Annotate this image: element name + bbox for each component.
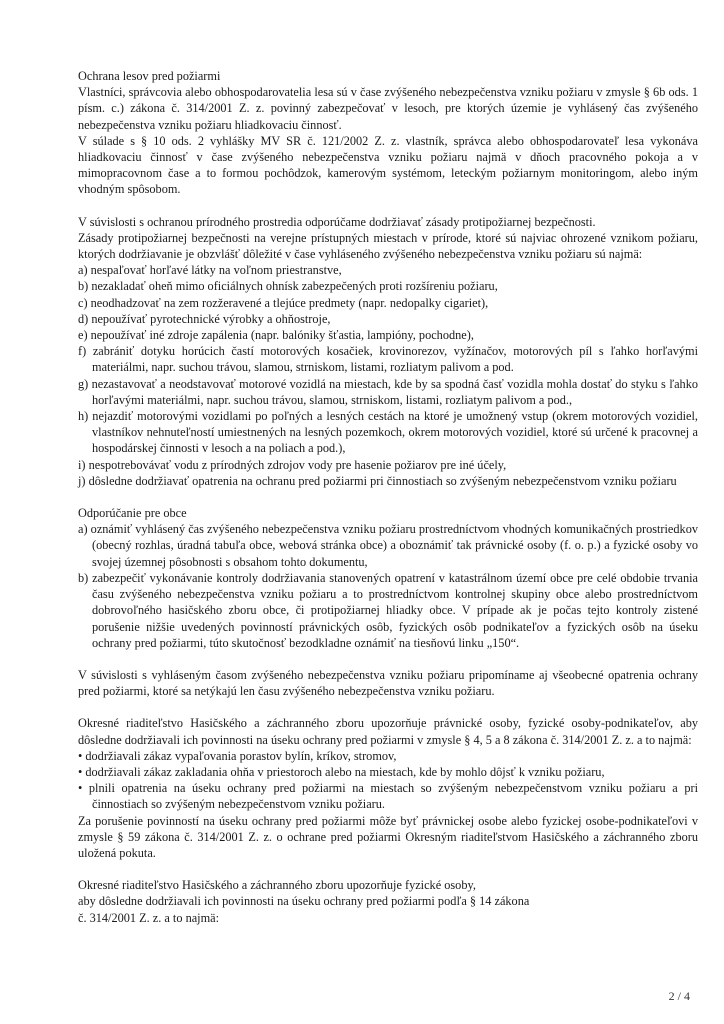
paragraph-general-measures: V súvislosti s vyhláseným časom zvýšeného nebezpečenstva vzniku požiaru pripomíname aj všeobecné opatrenia ochrany pred požiarmi, ktoré sa netýkajú len času zvýšeného nebezpečenstva vzniku požiaru. (78, 667, 698, 699)
list-item: • plnili opatrenia na úseku ochrany pred požiarmi na miestach so zvýšeným nebezpečenstvom vzniku požiaru a pri činnostiach so zvýšeným nebezpečenstvom vzniku požiaru. (78, 781, 698, 812)
paragraph-legal-entities-notice: Okresné riaditeľstvo Hasičského a záchranného zboru upozorňuje právnické osoby, fyzické osoby-podnikateľov, aby dôsledne dodržiavali ich povinnosti na úseku ochrany pred požiarmi v zmysle § 4, 5 a 8 zákona č. 314/2001 Z. z. a to najmä: (78, 716, 698, 747)
list-item: h) nejazdiť motorovými vozidlami po poľných a lesných cestách na ktoré je umožnený vstup (okrem motorových vozidiel, vlastníkov nehnuteľností umiestnených na lesných pozemkoch, okrem motorových vozidiel, ktoré sú určené k pracovnej a hospodárskej činnosti v lesoch a na poliach a pod.), (78, 409, 698, 456)
fire-safety-rules-list (78, 262, 698, 489)
paragraph-natural-persons-line1: Okresné riaditeľstvo Hasičského a záchranného zboru upozorňuje fyzické osoby, (78, 878, 476, 893)
paragraph-natural-persons-line3: č. 314/2001 Z. z. a to najmä: (78, 910, 220, 925)
paragraph-owner-duties: Vlastníci, správcovia alebo obhospodarovatelia lesa sú v čase zvýšeného nebezpečenstva vzniku požiaru v zmysle § 6b ods. 1 písm. c.) zákona č. 314/2001 Z. z. povinný zabezpečovať v lesoch, pre ktorých územie je vyhlásený čas zvýšeného nebezpečenstva vzniku požiaru hliadkovaciu činnosť. (78, 85, 698, 132)
municipality-recommendations-list (78, 521, 698, 651)
list-item: • dodržiavali zákaz vypaľovania porastov bylín, kríkov, stromov, (78, 748, 397, 763)
page-number: 2 / 4 (668, 988, 690, 1003)
list-item: f) zabrániť dotyku horúcich častí motorových kosačiek, krovinorezov, vyžínačov, motorových píl s ľahko horľavými materiálmi, napr. suchou trávou, slamou, strniskom, listami, rozliatym palivom a pod. (78, 344, 698, 375)
list-item: a) oznámiť vyhlásený čas zvýšeného nebezpečenstva vzniku požiaru prostredníctvom vhodných komunikačných prostriedkov (obecný rozhlas, úradná tabuľa obce, webová stránka obce) a oboznámiť tak právnické osoby (f. o. p.) a fyzické osoby vo svojej územnej pôsobnosti s obsahom tohto dokumentu, (78, 522, 698, 569)
list-item: c) neodhadzovať na zem rozžeravené a tlejúce predmety (napr. nedopalky cigariet), (78, 295, 489, 310)
list-item: b) zabezpečiť vykonávanie kontroly dodržiavania stanovených opatrení v katastrálnom území obce pre celé obdobie trvania času zvýšeného nebezpečenstva vzniku požiaru a to prostredníctvom kontrolnej skupiny obce alebo prostredníctvom dobrovoľného hasičského zboru obce, či protipožiarnej hliadky obce. V prípade ak je počas tejto kontroly zistené porušenie nižšie uvedených povinností právnických osôb, fyzických osôb podnikateľov a fyzických osôb na úseku ochrany pred požiarmi, túto skutočnosť bezodkladne oznámiť na tiesňovú linku „150“. (78, 570, 698, 650)
legal-entities-duties-list (78, 748, 698, 813)
list-item: e) nepoužívať iné zdroje zapálenia (napr. balóniky šťastia, lampióny, pochodne), (78, 328, 474, 343)
list-item: g) nezastavovať a neodstavovať motorové vozidlá na miestach, kde by sa spodná časť vozidla mohla dostať do styku s ľahko horľavými materiálmi, napr. suchou trávou, slamou, strniskom, listami, rozliatym palivom a pod., (78, 376, 698, 407)
list-item: d) nepoužívať pyrotechnické výrobky a ohňostroje, (78, 311, 331, 326)
section-heading-municipality-recommendations: Odporúčanie pre obce (78, 506, 187, 521)
paragraph-fire-safety-intro: V súvislosti s ochranou prírodného prostredia odporúčame dodržiavať zásady protipožiarnej bezpečnosti. (78, 214, 596, 229)
list-item: b) nezakladať oheň mimo oficiálnych ohnísk zabezpečených proti rozšíreniu požiaru, (78, 279, 498, 294)
paragraph-natural-persons-line2: aby dôsledne dodržiavali ich povinnosti na úseku ochrany pred požiarmi podľa § 14 zákona (78, 894, 530, 909)
list-item: • dodržiavali zákaz zakladania ohňa v priestoroch alebo na miestach, kde by mohlo dôjsť k vzniku požiaru, (78, 764, 605, 779)
list-item: i) nespotrebovávať vodu z prírodných zdrojov vody pre hasenie požiarov pre iné účely, (78, 457, 507, 472)
section-heading-forest-protection: Ochrana lesov pred požiarmi (78, 69, 221, 83)
list-item: a) nespaľovať horľavé látky na voľnom priestranstve, (78, 263, 342, 278)
paragraph-penalty-notice: Za porušenie povinností na úseku ochrany pred požiarmi môže byť právnickej osobe alebo fyzickej osobe-podnikateľovi v zmysle § 59 zákona č. 314/2001 Z. z. o ochrane pred požiarmi Okresným riaditeľstvom Hasičského a záchranného zboru uložená pokuta. (78, 813, 698, 860)
document-page (78, 68, 698, 926)
paragraph-patrol-activity: V súlade s § 10 ods. 2 vyhlášky MV SR č. 121/2002 Z. z. vlastník, správca alebo obhospodarovateľ lesa vykonáva hliadkovaciu činnosť v čase zvýšeného nebezpečenstva vzniku požiaru najmä v dňoch pracovného pokoja a v mimopracovnom čase a to formou pochôdzok, kamerovým systémom, leteckým požiarnym monitoringom, alebo iným vhodným spôsobom. (78, 133, 698, 197)
paragraph-fire-safety-lead: Zásady protipožiarnej bezpečnosti na verejne prístupných miestach v prírode, ktoré sú najviac ohrozené vznikom požiaru, ktorých dodržiavanie je obzvlášť dôležité v čase vyhláseného zvýšeného nebezpečenstva vzniku požiaru sú najmä: (78, 230, 698, 262)
list-item: j) dôsledne dodržiavať opatrenia na ochranu pred požiarmi pri činnostiach so zvýšeným nebezpečenstvom vzniku požiaru (78, 473, 677, 488)
